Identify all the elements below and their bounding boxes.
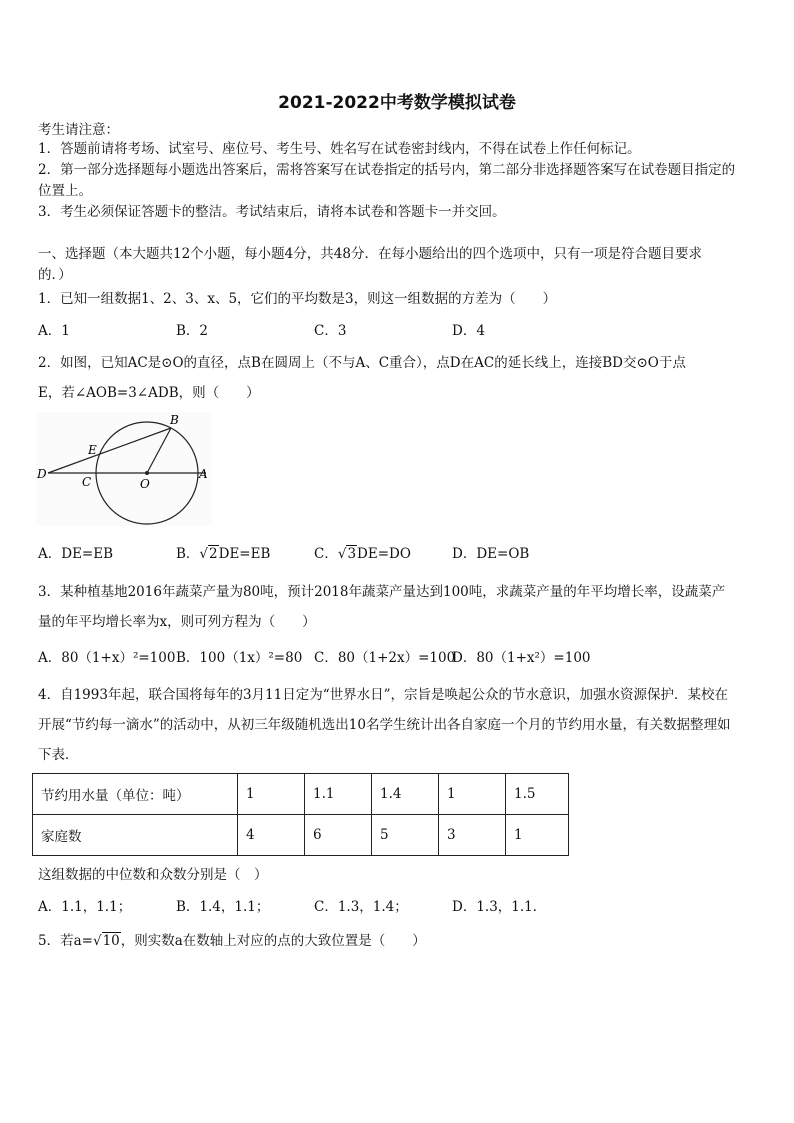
notice-item-2-cont: 位置上。 <box>38 183 92 199</box>
q5-radicand: 10 <box>102 933 120 949</box>
question-3-stem: 3．某种植基地2016年蔬菜产量为80吨，预计2018年蔬菜产量达到100吨，求蔬菜产量的年平均增长率，设蔬菜产 <box>38 584 726 600</box>
notice-item-2: 2．第一部分选择题每小题选出答案后，需将答案写在试卷指定的括号内，第二部分非选择题答案写在试卷题目指定的 <box>38 162 736 178</box>
question-4-stem-cont: 开展“节约每一滴水”的活动中，从初三年级随机选出10名学生统计出各自家庭一个月的节约用水量，有关数据整理如 <box>38 717 731 733</box>
q5-prefix: 5．若a= <box>38 933 93 949</box>
q2-option-b-radicand: 2 <box>209 546 218 562</box>
q2-option-b-suffix: DE=EB <box>218 546 271 562</box>
q3-option-c: C．80（1+2x）=100 <box>314 650 456 666</box>
question-3-stem-cont: 量的年平均增长率为x，则可列方程为（ ） <box>38 614 316 630</box>
label-b: B <box>170 413 179 427</box>
water-saving-table <box>32 773 569 856</box>
table-cell: 1.4 <box>372 774 439 815</box>
question-4-stem-cont-2: 下表． <box>38 747 79 763</box>
circle-figure <box>36 412 212 526</box>
q1-option-a: A．1 <box>38 323 70 339</box>
q3-option-d: D．80（1+x²）=100 <box>452 650 591 666</box>
table-cell: 1 <box>506 815 569 856</box>
q2-option-c-radicand: 3 <box>347 546 357 562</box>
q4-option-a: A．1.1，1.1； <box>38 899 132 915</box>
q1-option-c: C．3 <box>314 323 347 339</box>
label-a: A <box>199 467 208 481</box>
section-header-cont: 的．） <box>38 267 72 283</box>
question-2-stem-cont: E，若∠AOB=3∠ADB，则（ ） <box>38 385 260 401</box>
table-cell: 3 <box>439 815 506 856</box>
q1-option-d: D．4 <box>452 323 485 339</box>
sqrt-symbol: √10 <box>92 933 120 949</box>
label-e: E <box>88 443 97 457</box>
table-cell: 4 <box>238 815 305 856</box>
q2-option-a: A．DE=EB <box>38 546 114 562</box>
question-1-stem: 1．已知一组数据1、2、3、x、5，它们的平均数是3，则这一组数据的方差为（ ） <box>38 291 557 307</box>
q5-suffix: ，则实数a在数轴上对应的点的大致位置是（ ） <box>120 933 426 949</box>
q4-option-d: D．1.3，1.1． <box>452 899 547 915</box>
table-cell: 1 <box>439 774 506 815</box>
q2-option-b-prefix: B． <box>176 546 200 562</box>
page-title: 2021-2022中考数学模拟试卷 <box>278 93 516 113</box>
table-cell: 家庭数 <box>33 815 238 856</box>
label-d: D <box>37 467 47 481</box>
question-5-stem <box>38 932 426 950</box>
question-2-stem: 2．如图，已知AC是⊙O的直径，点B在圆周上（不与A、C重合），点D在AC的延长线上，连接BD交⊙O于点 <box>38 355 686 371</box>
q2-option-c-prefix: C． <box>314 546 338 562</box>
table-cell: 1.5 <box>506 774 569 815</box>
label-c: C <box>82 475 92 489</box>
notice-heading: 考生请注意： <box>38 122 119 138</box>
q3-option-b: B．100（1x）²=80 <box>176 650 303 666</box>
q4-option-b: B．1.4，1.1； <box>176 899 270 915</box>
q2-option-b <box>176 545 270 563</box>
q2-option-d: D．DE=OB <box>452 546 530 562</box>
table-cell: 1.1 <box>305 774 372 815</box>
table-cell: 1 <box>238 774 305 815</box>
notice-item-3: 3．考生必须保证答题卡的整洁。考试结束后，请将本试卷和答题卡一并交回。 <box>38 204 506 220</box>
table-cell: 5 <box>372 815 439 856</box>
q3-option-a: A．80（1+x）²=100 <box>38 650 176 666</box>
sqrt-symbol: √3 <box>337 546 357 562</box>
section-header: 一、选择题（本大题共12个小题，每小题4分，共48分．在每小题给出的四个选项中，只有一项是符合题目要求 <box>38 246 702 262</box>
question-4-question: 这组数据的中位数和众数分别是（ ） <box>38 867 268 883</box>
table-cell: 节约用水量（单位：吨） <box>33 774 238 815</box>
table-cell: 6 <box>305 815 372 856</box>
sqrt-symbol: √2 <box>199 546 218 562</box>
q1-option-b: B．2 <box>176 323 209 339</box>
notice-item-1: 1．答题前请将考场、试室号、座位号、考生号、姓名写在试卷密封线内，不得在试卷上作任何标记。 <box>38 141 641 157</box>
q4-option-c: C．1.3，1.4； <box>314 899 408 915</box>
table-row <box>33 815 569 856</box>
label-o: O <box>140 477 150 491</box>
q2-option-c-suffix: DE=DO <box>357 546 411 562</box>
q2-option-c <box>314 545 411 563</box>
circle-diagram <box>36 412 212 526</box>
table-row <box>33 774 569 815</box>
question-4-stem: 4．自1993年起，联合国将每年的3月11日定为“世界水日”，宗旨是唤起公众的节水意识，加强水资源保护．某校在 <box>38 687 729 703</box>
